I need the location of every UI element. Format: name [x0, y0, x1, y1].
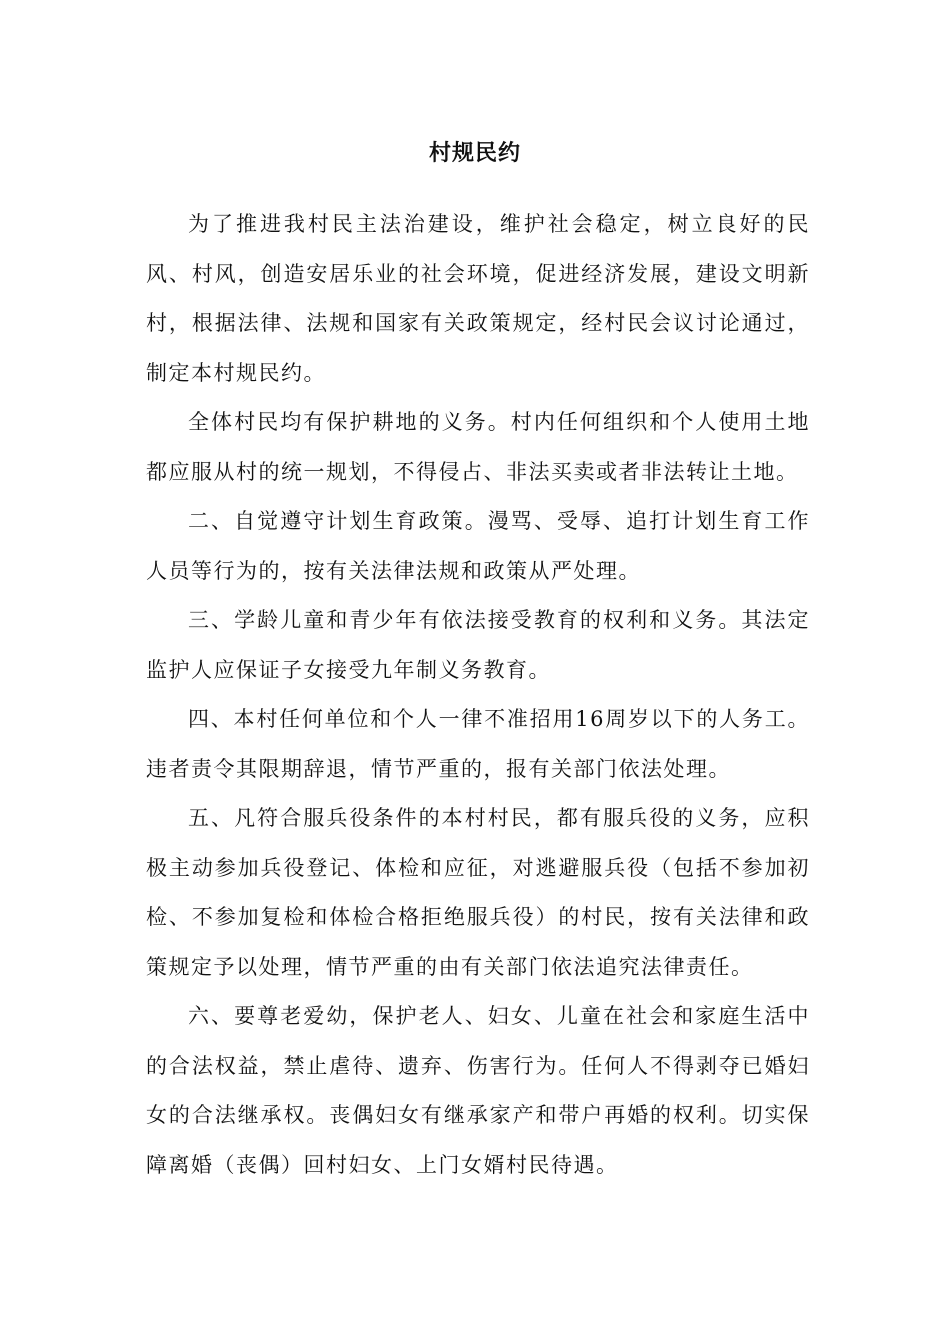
document-title: 村规民约: [428, 140, 521, 166]
paragraph-elder-care: 六、要尊老爱幼，保护老人、妇女、儿童在社会和家庭生活中的合法权益，禁止虐待、遗弃、伤害行为。任何人不得剥夺已婚妇女的合法继承权。丧偶妇女有继承家产和带户再婚的权利。切实保障离婚（丧偶）回村妇女、上门女婿村民待遇。: [146, 1004, 810, 1177]
paragraph-farmland: 全体村民均有保护耕地的义务。村内任何组织和个人使用土地都应服从村的统一规划，不得侵占、非法买卖或者非法转让土地。: [146, 410, 810, 484]
document-body: [146, 200, 810, 1190]
paragraph-military-service: 五、凡符合服兵役条件的本村村民，都有服兵役的义务，应积极主动参加兵役登记、体检和应征，对逃避服兵役（包括不参加初检、不参加复检和体检合格拒绝服兵役）的村民，按有关法律和政策规定予以处理，情节严重的由有关部门依法追究法律责任。: [146, 806, 810, 979]
paragraph-education: 三、学龄儿童和青少年有依法接受教育的权利和义务。其法定监护人应保证子女接受九年制义务教育。: [146, 608, 810, 682]
paragraph-family-planning: 二、自觉遵守计划生育政策。漫骂、受辱、追打计划生育工作人员等行为的，按有关法律法规和政策从严处理。: [146, 509, 810, 583]
paragraph-child-labor: 四、本村任何单位和个人一律不准招用16周岁以下的人务工。违者责令其限期辞退，情节严重的，报有关部门依法处理。: [146, 707, 810, 781]
paragraph-preamble: 为了推进我村民主法治建设，维护社会稳定，树立良好的民风、村风，创造安居乐业的社会环境，促进经济发展，建设文明新村，根据法律、法规和国家有关政策规定，经村民会议讨论通过，制定本村规民约。: [146, 212, 810, 385]
